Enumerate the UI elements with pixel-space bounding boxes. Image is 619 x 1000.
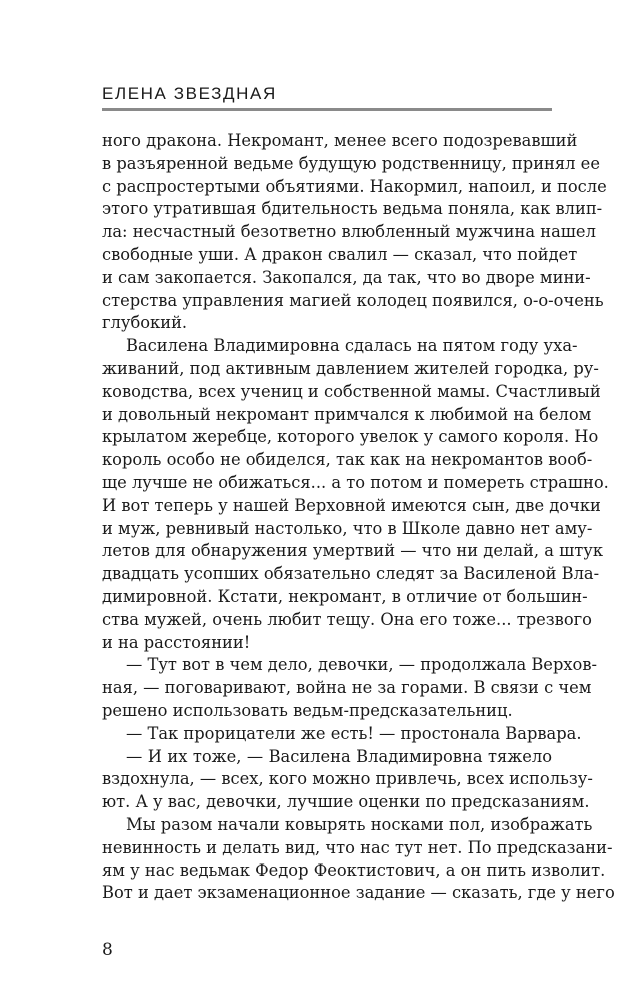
text-line: свободные уши. А дракон свалил — сказал, что пойдет	[102, 244, 578, 264]
text-line: — Тут вот в чем дело, девочки, — продолжала Верхов-	[126, 655, 598, 675]
text-line: живаний, под активным давлением жителей городка, ру-	[102, 358, 599, 378]
text-line: решено использовать ведьм-предсказательниц.	[102, 700, 513, 720]
text-line: в разъяренной ведьме будущую родственницу, принял ее	[102, 153, 600, 173]
text-line: ют. А у вас, девочки, лучшие оценки по предсказаниям.	[102, 792, 590, 812]
text-line: двадцать усопших обязательно следят за Василеной Вла-	[102, 564, 600, 584]
text-line: ла: несчастный безответно влюбленный мужчина нашел	[102, 222, 596, 242]
body-text	[102, 130, 615, 905]
text-line: Мы разом начали ковырять носками пол, изображать	[126, 814, 593, 834]
text-line: крылатом жеребце, которого увелок у самого короля. Но	[102, 427, 599, 447]
text-line: и на расстоянии!	[102, 632, 251, 652]
text-line: ства мужей, очень любит тещу. Она его тоже... трезвого	[102, 609, 592, 629]
text-line: — Так прорицатели же есть! — простонала Варвара.	[126, 723, 582, 743]
text-line: этого утратившая бдительность ведьма поняла, как влип-	[102, 199, 603, 219]
text-line: и муж, ревнивый настолько, что в Школе давно нет аму-	[102, 518, 593, 538]
text-line: глубокий.	[102, 313, 188, 333]
text-line: ного дракона. Некромант, менее всего подозревавший	[102, 131, 578, 150]
text-line: и сам закопается. Закопался, да так, что во дворе мини-	[102, 267, 591, 287]
text-line: — И их тоже, — Василена Владимировна тяжело	[126, 746, 552, 766]
text-line: ководства, всех учениц и собственной мамы. Счастливый	[102, 381, 601, 401]
text-line: димировной. Кстати, некромант, в отличие от большин-	[102, 586, 588, 606]
text-line: с распростертыми объятиями. Накормил, напоил, и после	[102, 176, 607, 196]
text-line: вздохнула, — всех, кого можно привлечь, всех использу-	[102, 769, 593, 789]
text-line: и довольный некромант примчался к любимой на белом	[102, 404, 592, 424]
text-line: стерства управления магией колодец появился, о-о-очень	[102, 290, 604, 310]
text-line: ная, — поговаривают, война не за горами. В связи с чем	[102, 678, 592, 698]
text-line: король особо не обиделся, так как на некромантов вооб-	[102, 450, 593, 470]
text-line: Вот и дает экзаменационное задание — сказать, где у него	[102, 883, 615, 903]
text-line: ще лучше не обижаться... а то потом и помереть страшно.	[102, 472, 609, 492]
text-line: ям у нас ведьмак Федор Феоктистович, а он пить изволит.	[102, 860, 606, 880]
running-head-author: ЕЛЕНА ЗВЕЗДНАЯ	[102, 84, 277, 103]
header-rule	[102, 108, 552, 111]
page-number: 8	[102, 940, 113, 960]
text-line: Василена Владимировна сдалась на пятом году уха-	[126, 336, 578, 356]
text-line: невинность и делать вид, что нас тут нет. По предсказани-	[102, 837, 613, 857]
text-line: летов для обнаружения умертвий — что ни делай, а штук	[102, 541, 603, 561]
text-line: И вот теперь у нашей Верховной имеются сын, две дочки	[102, 495, 601, 515]
